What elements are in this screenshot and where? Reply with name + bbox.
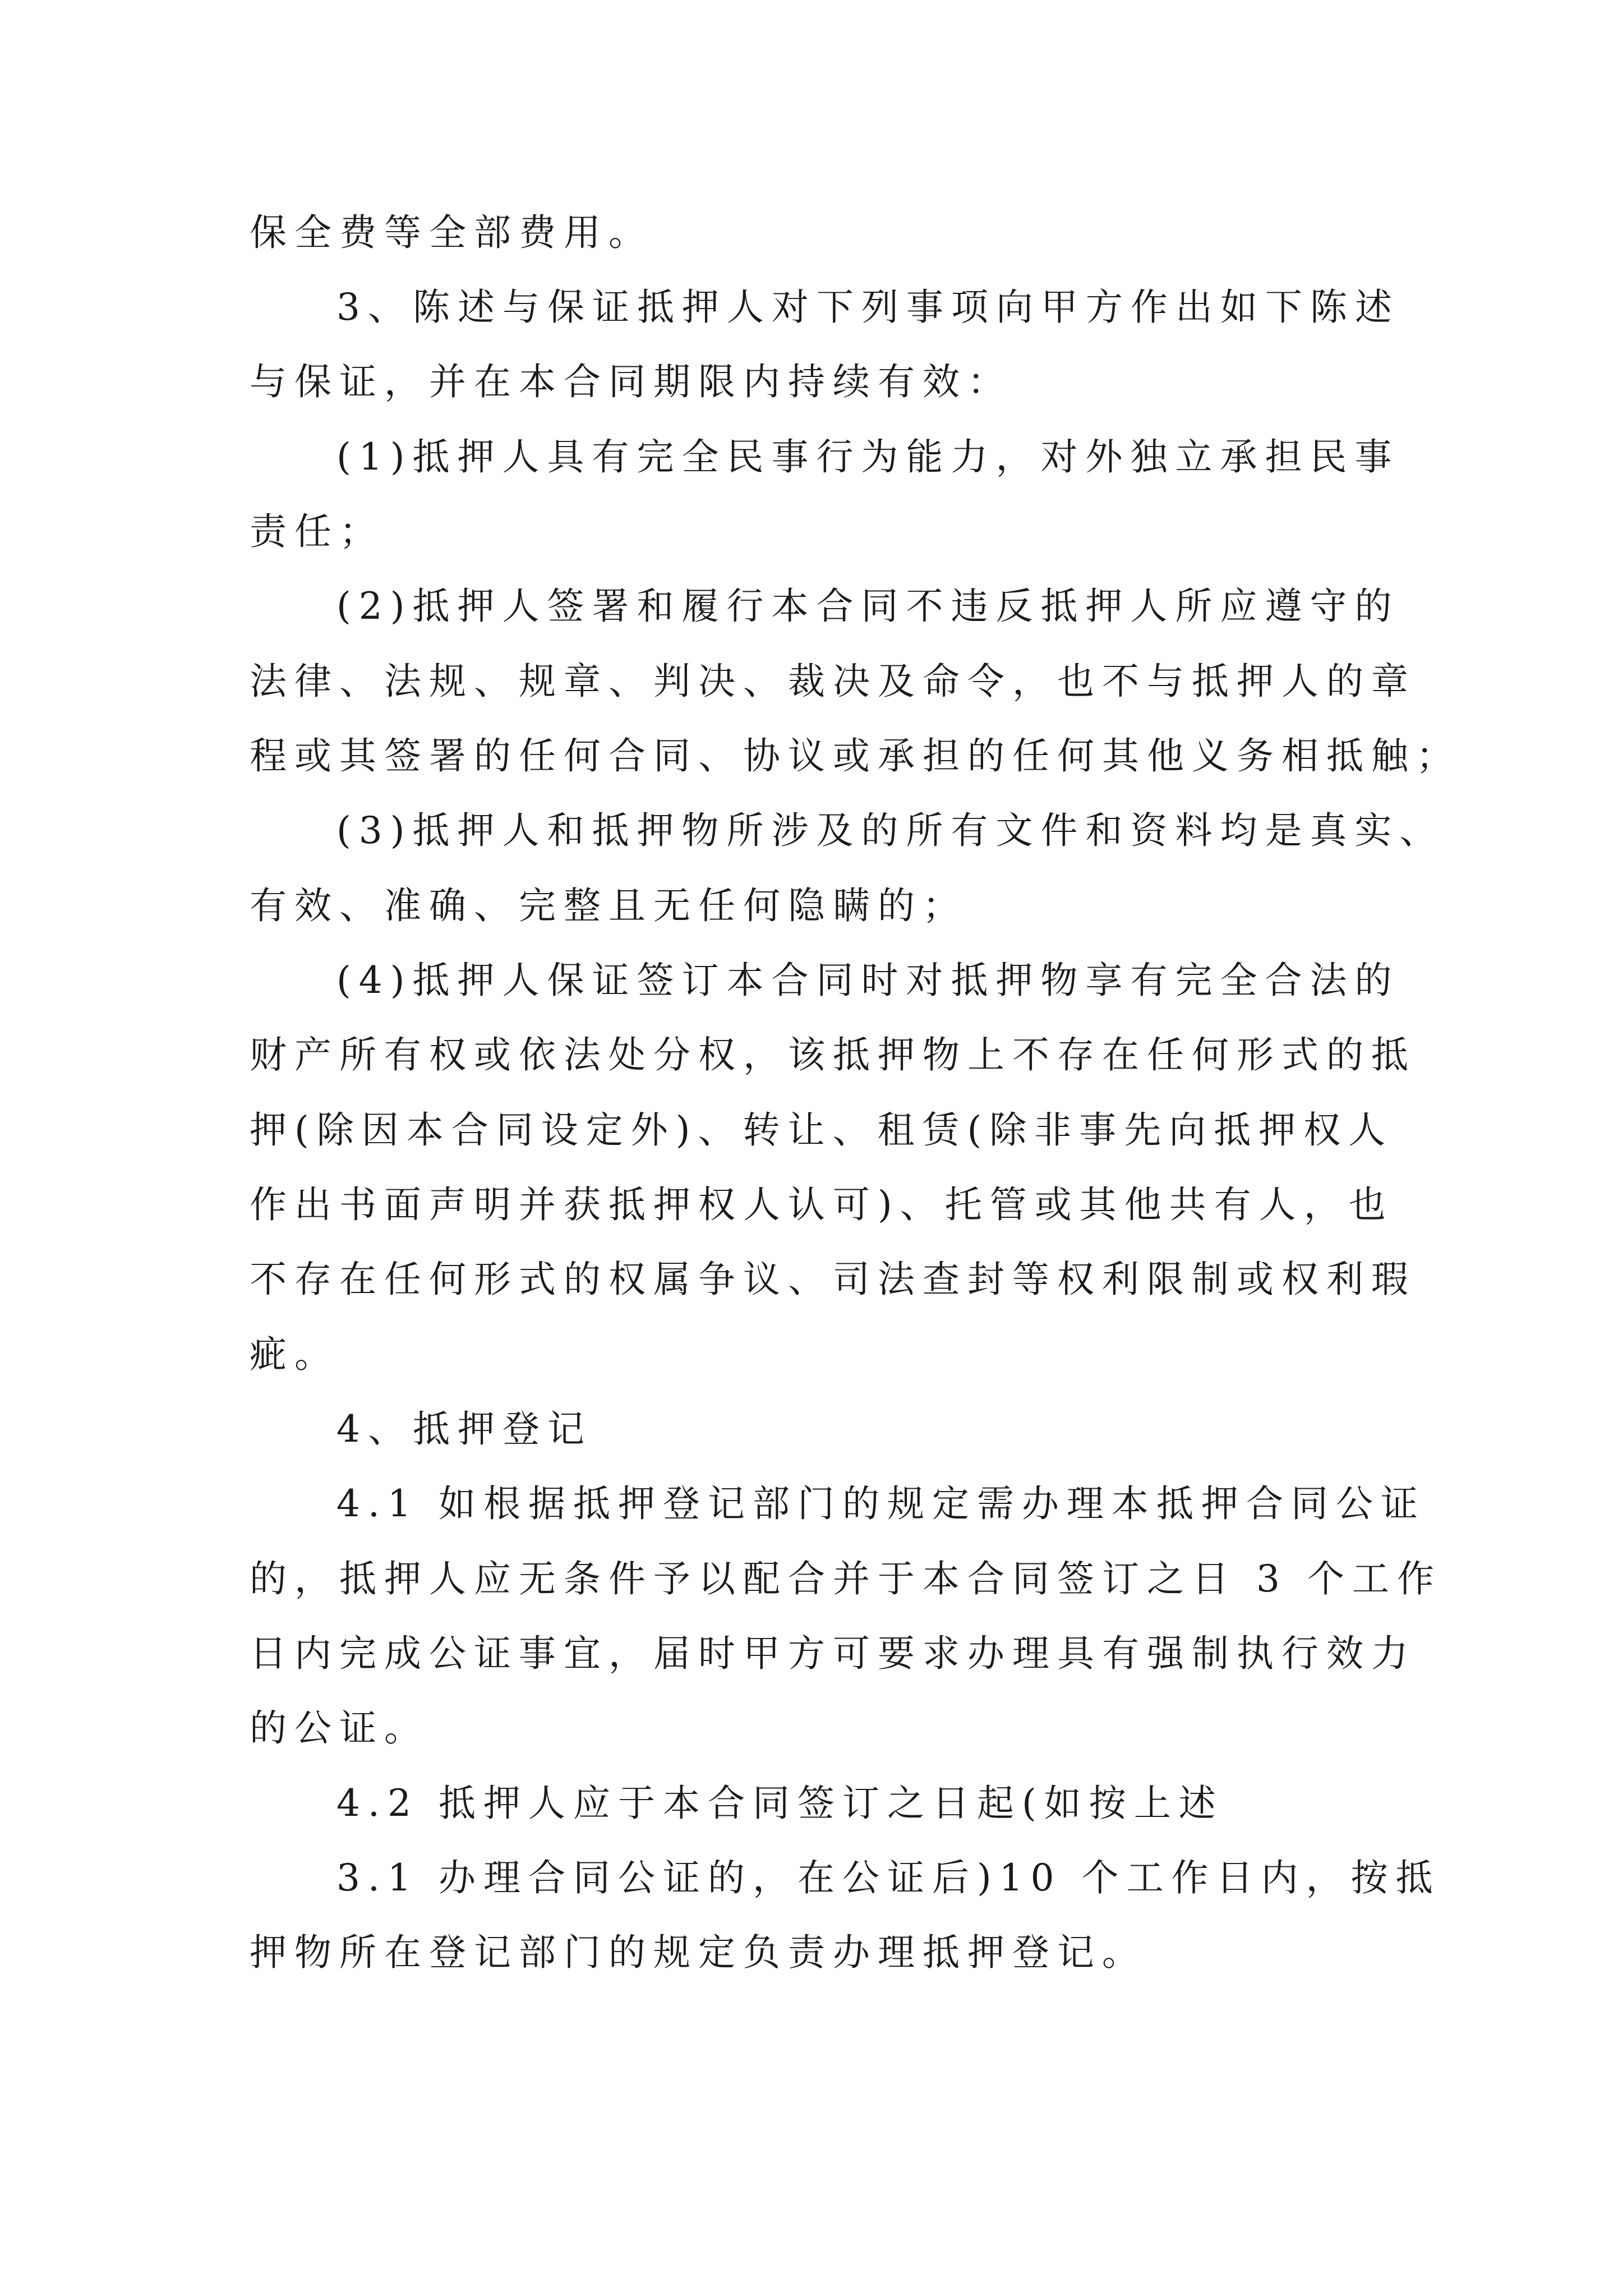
text-line: 3.1 办理合同公证的，在公证后)10 个工作日内，按抵 bbox=[336, 1856, 1441, 1899]
text-line: 疵。 bbox=[250, 1333, 339, 1376]
text-line: (1)抵押人具有完全民事行为能力，对外独立承担民事 bbox=[336, 435, 1400, 478]
text-line: 的公证。 bbox=[250, 1706, 429, 1750]
text-line: 作出书面声明并获抵押权人认可)、托管或其他共有人，也 bbox=[250, 1183, 1394, 1226]
text-line: 法律、法规、规章、判决、裁决及命令，也不与抵押人的章 bbox=[250, 660, 1416, 703]
text-line: 的，抵押人应无条件予以配合并于本合同签订之日 3 个工作 bbox=[250, 1557, 1442, 1600]
text-line: 有效、准确、完整且无任何隐瞒的； bbox=[250, 884, 967, 927]
text-line: 3、陈述与保证抵押人对下列事项向甲方作出如下陈述 bbox=[336, 286, 1400, 329]
text-line: 财产所有权或依法处分权，该抵押物上不存在任何形式的抵 bbox=[250, 1033, 1416, 1076]
text-line: 责任； bbox=[250, 510, 384, 553]
section-heading: 4、抵押登记 bbox=[336, 1407, 592, 1451]
text-line: 押(除因本合同设定外)、转让、租赁(除非事先向抵押权人 bbox=[250, 1108, 1394, 1152]
text-line: 日内完成公证事宜，届时甲方可要求办理具有强制执行效力 bbox=[250, 1632, 1416, 1675]
text-line: (2)抵押人签署和履行本合同不违反抵押人所应遵守的 bbox=[336, 585, 1400, 628]
text-line: 不存在任何形式的权属争议、司法查封等权利限制或权利瑕 bbox=[250, 1258, 1416, 1301]
text-line: (3)抵押人和抵押物所涉及的所有文件和资料均是真实、 bbox=[336, 809, 1445, 852]
text-line: 押物所在登记部门的规定负责办理抵押登记。 bbox=[250, 1931, 1147, 1974]
text-line: 与保证，并在本合同期限内持续有效： bbox=[250, 360, 1012, 403]
text-line: 4.2 抵押人应于本合同签订之日起(如按上述 bbox=[336, 1782, 1224, 1825]
text-line: 4.1 如根据抵押登记部门的规定需办理本抵押合同公证 bbox=[336, 1482, 1426, 1525]
text-line: (4)抵押人保证签订本合同时对抵押物享有完全合法的 bbox=[336, 959, 1400, 1002]
text-line: 保全费等全部费用。 bbox=[250, 211, 653, 254]
text-line: 程或其签署的任何合同、协议或承担的任何其他义务相抵触； bbox=[250, 734, 1461, 777]
